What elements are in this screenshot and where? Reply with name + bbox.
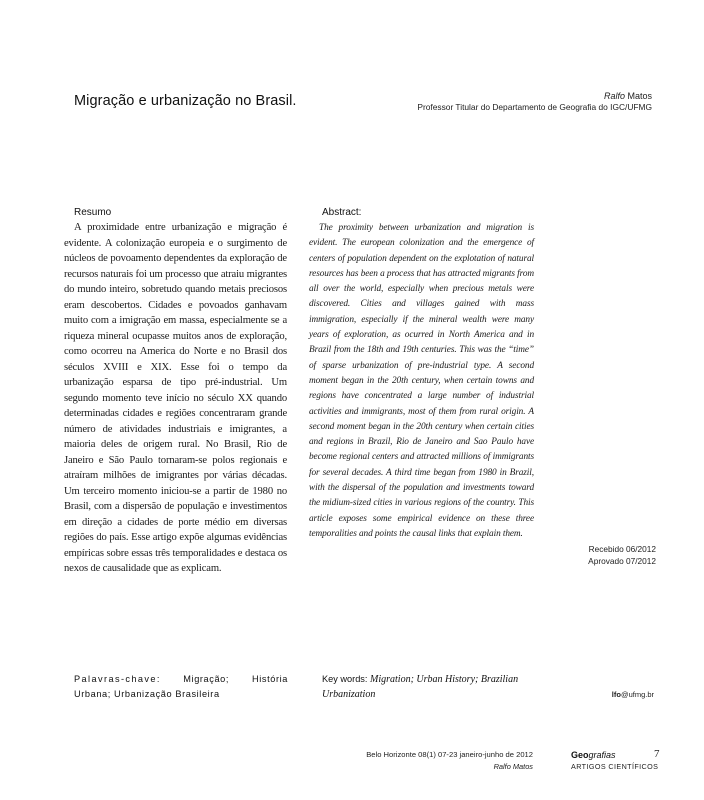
resumo-heading: Resumo [74,207,112,218]
article-title: Migração e urbanização no Brasil. [74,93,297,109]
footer-citation: Belo Horizonte 08(1) 07-23 janeiro-junho de 2012 [366,750,533,759]
footer-author: Ralfo Matos [493,762,533,771]
keywords-pt-value: Migração; História Urbana; Urbanização Brasileira [74,674,288,699]
keywords-en-label: Key words: [322,674,368,684]
keywords-en [322,672,535,702]
author-first-name: Ralfo [603,91,625,101]
author-email [612,690,654,699]
email-user: lfo [611,690,621,699]
abstract-heading: Abstract: [322,207,362,218]
keywords-en-value: Migration; Urban History; Brazilian Urbanization [322,674,519,700]
page-number: 7 [654,748,660,760]
received-date: Recebido 06/2012 [588,544,656,554]
author-name [417,91,652,101]
journal-name-italic: grafias [588,750,616,760]
keywords-pt-label: Palavras-chave: [74,674,161,684]
journal-name [571,750,658,760]
email-domain: @ufmg.br [620,690,654,699]
author-last-name: Matos [624,91,652,101]
journal-section: ARTIGOS CIENTÍFICOS [571,762,659,771]
journal-block [571,750,658,771]
journal-name-bold: Geo [571,750,589,760]
submission-dates [588,544,656,567]
footer-citation-block [366,750,533,771]
approved-date: Aprovado 07/2012 [588,555,656,566]
author-affiliation: Professor Titular do Departamento de Geografia do IGC/UFMG [417,102,652,112]
author-block [417,91,652,112]
abstract-text: The proximity between urbanization and migration is evident. The european colonization and the emergence of centers of population dependent on the explotation of natural resources has been a process that has attracted migrants from all over the world, especially when precious metals were discovered. Cities and villages gained with mass immigration, especially if the mineral wealth were many years of exploration, as ocurred in North America and in Brazil from the 18th and 19th centuries. This was the “time” of sparse urbanization of pre-industrial type. A second moment began in the 20th century, when certain towns and regions have concentrated a large number of industrial activities and immigrants, most of them from rural origin. A second moment began in the 20th century when certain cities and regions in Brazil, Rio de Janeiro and Sao Paulo have become regional centers and attracted millions of immigrants for several decades. A third time began from 1980 in Brazil, with the dispersal of the population and investments toward the midium-sized cities in various regions of the country. This article exposes some empirical evidence on these three temporalities and points the causal links that explain them. [309,223,534,539]
keywords-pt [74,672,288,701]
resumo-text: A proximidade entre urbanização e migração é evidente. A colonização europeia e o surgimento de núcleos de povoamento dependentes da exploração de recursos naturais foi um processo que atraiu migrantes do mundo inteiro, sobretudo quando metais preciosos eram descobertos. Cidades e povoados ganhavam muito com a imigração em massa, especialmente se a riqueza mineral ocupasse muitos anos de exploração, como ocorreu na America do Norte e no Brasil dos séculos XVIII e XIX. Esse foi o tempo da urbanização esparsa de tipo pré-industrial. Um segundo momento teve início no século XX quando determinadas cidades e regiões concentraram grande número de atividades industriais e imigrantes, a maioria deles de origem rural. No Brasil, Rio de Janeiro e São Paulo tornaram-se polos regionais e atraíram milhões de imigrantes por várias décadas. Um terceiro momento iniciou-se a partir de 1980 no Brasil, com a dispersão de população e investimentos em direção a cidades de porte médio em diversas regiões do país. Esse artigo expõe algumas evidências empíricas sobre essas três temporalidades e destaca os nexos de causalidade que as explicam. [64,222,287,574]
